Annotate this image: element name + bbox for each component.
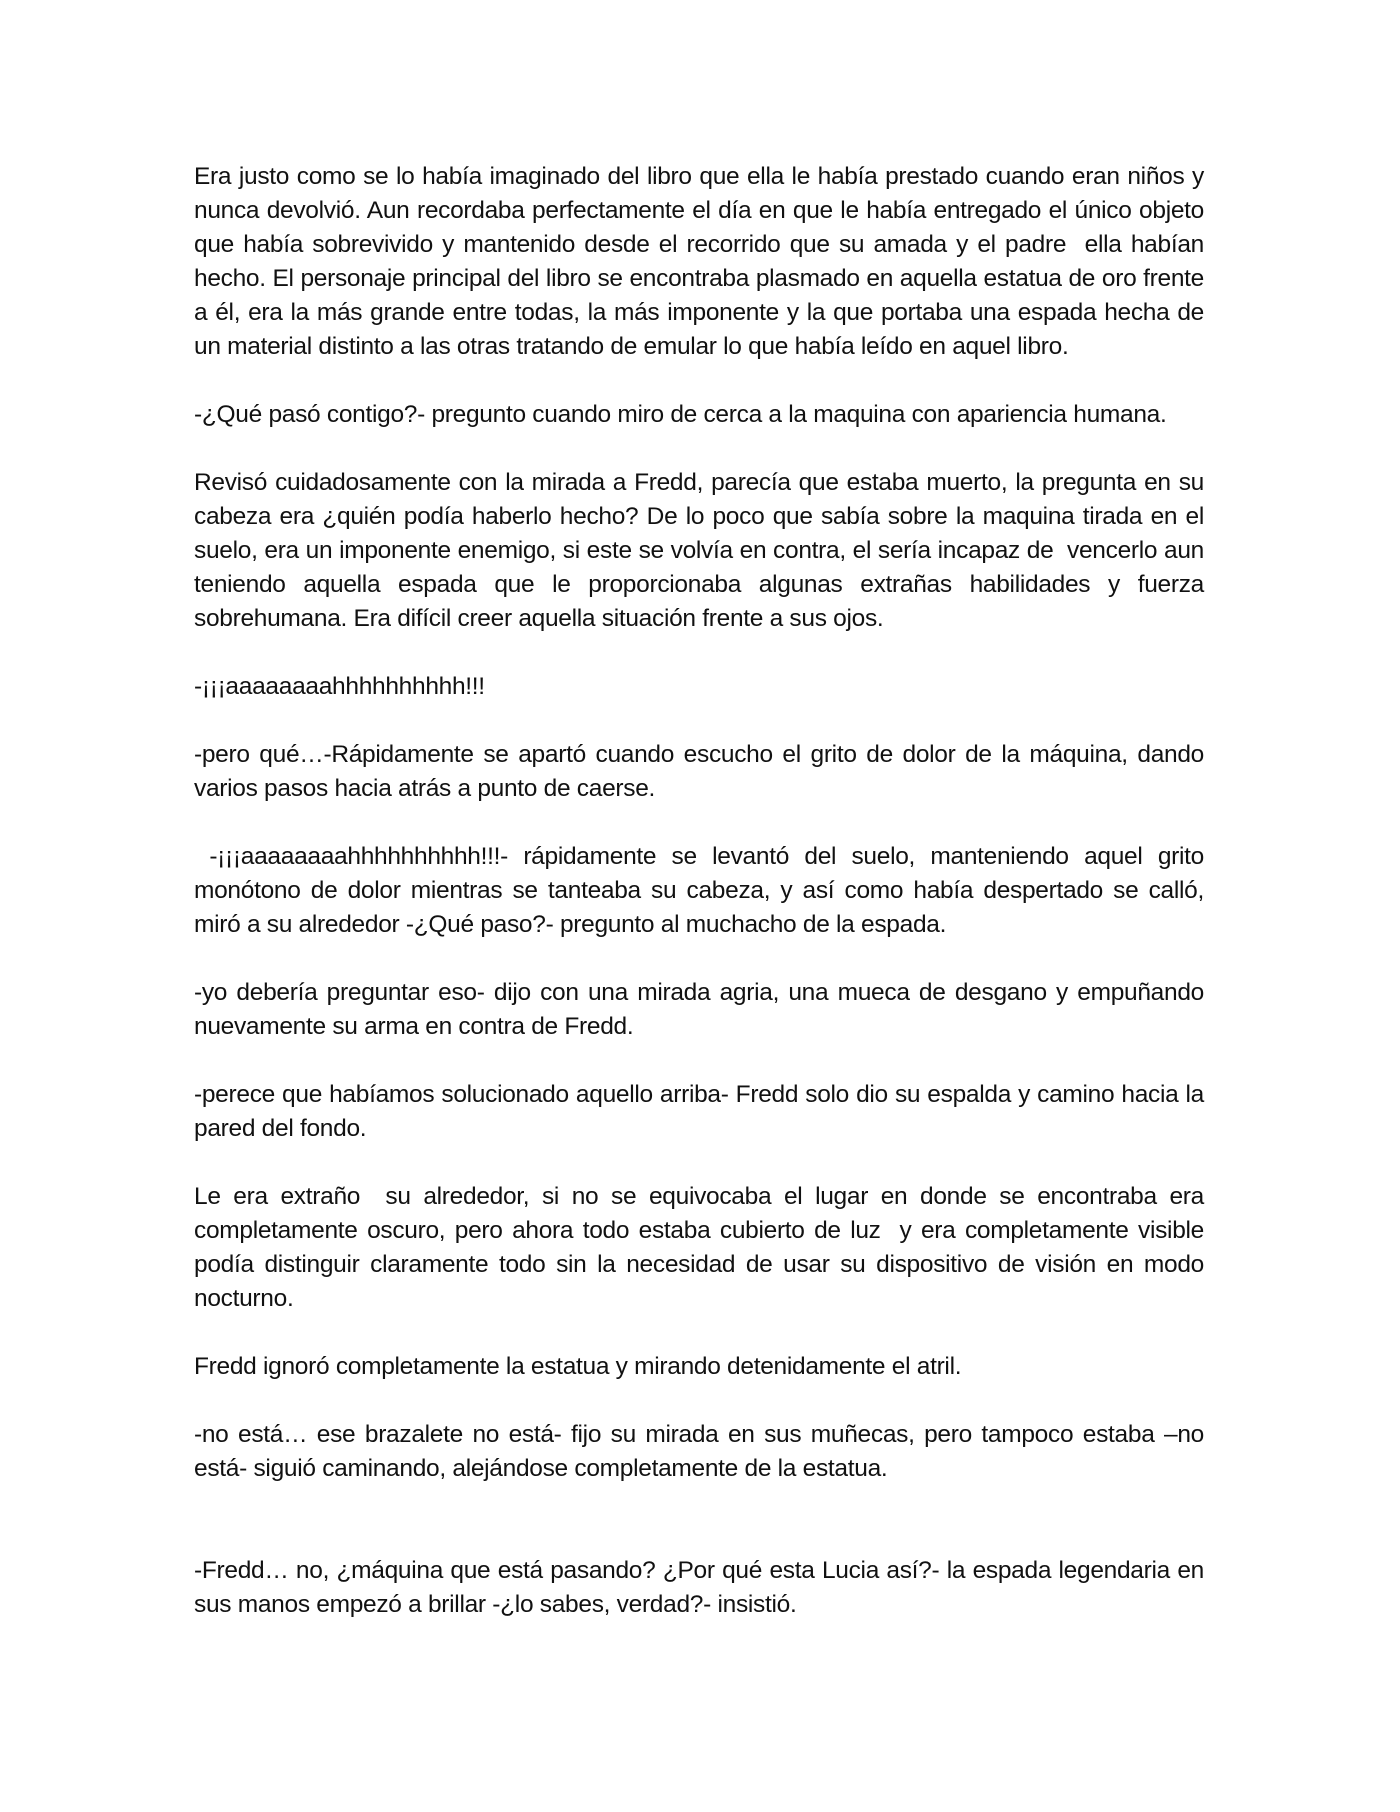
paragraph-8: -perece que habíamos solucionado aquello arriba- Fredd solo dio su espalda y camino hacia la pared del fondo.: [194, 1081, 1211, 1142]
paragraph-11: -no está… ese brazalete no está- fijo su mirada en sus muñecas, pero tampoco estaba –no está- siguió caminando, alejándose completamente de la estatua.: [194, 1421, 1211, 1482]
paragraph-12: -Fredd… no, ¿máquina que está pasando? ¿Por qué esta Lucia así?- la espada legendaria en sus manos empezó a brillar -¿lo sabes, verdad?- insistió.: [194, 1557, 1211, 1618]
paragraph-5: -pero qué…-Rápidamente se apartó cuando escucho el grito de dolor de la máquina, dando varios pasos hacia atrás a punto de caerse.: [194, 741, 1211, 802]
paragraph-6: -¡¡¡aaaaaaaahhhhhhhhhh!!!- rápidamente se levantó del suelo, manteniendo aquel grito monótono de dolor mientras se tanteaba su cabeza, y así como había despertado se calló, miró a su alrededor -¿Qué paso?- pregunto al muchacho de la espada.: [194, 843, 1211, 938]
paragraph-7: -yo debería preguntar eso- dijo con una mirada agria, una mueca de desgano y empuñando nuevamente su arma en contra de Fredd.: [194, 979, 1211, 1040]
document-body: [194, 160, 1211, 1656]
paragraph-10: Fredd ignoró completamente la estatua y mirando detenidamente el atril.: [194, 1353, 962, 1380]
paragraph-1: Era justo como se lo había imaginado del libro que ella le había prestado cuando eran niños y nunca devolvió. Aun recordaba perfectamente el día en que le había entregado el único objeto que había sobrevivido y mantenido desde el recorrido que su amada y el padre ella habían hecho. El personaje principal del libro se encontraba plasmado en aquella estatua de oro frente a él, era la más grande entre todas, la más imponente y la que portaba una espada hecha de un material distinto a las otras tratando de emular lo que había leído en aquel libro.: [194, 163, 1211, 360]
paragraph-4: -¡¡¡aaaaaaaahhhhhhhhhh!!!: [194, 673, 485, 700]
paragraph-3: Revisó cuidadosamente con la mirada a Fredd, parecía que estaba muerto, la pregunta en su cabeza era ¿quién podía haberlo hecho? De lo poco que sabía sobre la maquina tirada en el suelo, era un imponente enemigo, si este se volvía en contra, el sería incapaz de vencerlo aun teniendo aquella espada que le proporcionaba algunas extrañas habilidades y fuerza sobrehumana. Era difícil creer aquella situación frente a sus ojos.: [194, 469, 1211, 632]
paragraph-2: -¿Qué pasó contigo?- pregunto cuando miro de cerca a la maquina con apariencia humana.: [194, 401, 1167, 428]
paragraph-9: Le era extraño su alrededor, si no se equivocaba el lugar en donde se encontraba era completamente oscuro, pero ahora todo estaba cubierto de luz y era completamente visible podía distinguir claramente todo sin la necesidad de usar su dispositivo de visión en modo nocturno.: [194, 1183, 1211, 1312]
